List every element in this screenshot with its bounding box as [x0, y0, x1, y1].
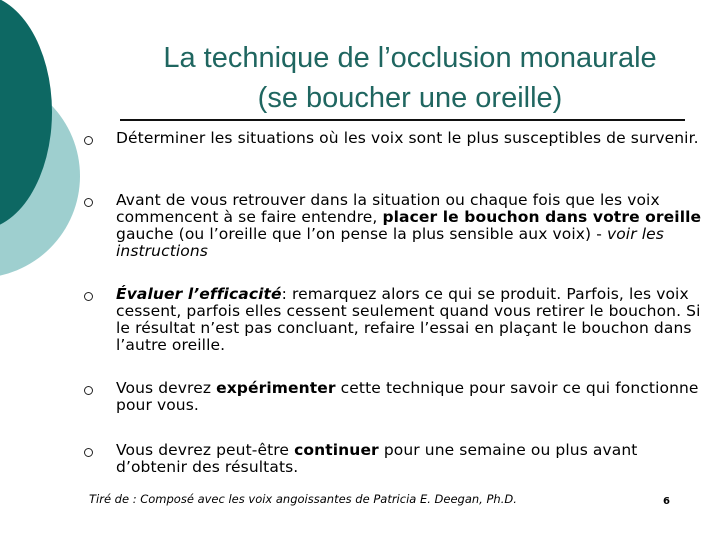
bullet-circle-icon: [84, 448, 93, 457]
bullet-text-segment: Avant de vous retrouver dans la situation ou chaque fois que les voix commencent à se faire entendre,: [116, 191, 660, 226]
bullet-text-segment: cette technique pour savoir ce qui fonctionne pour vous.: [116, 379, 699, 414]
bullet-circle-icon: [84, 386, 93, 395]
bullet-text: [116, 192, 706, 260]
slide-title: [100, 38, 720, 118]
bullet-text-segment: : remarquez alors ce qui se produit. Parfois, les voix cessent, parfois elles cessent seulement quand vous retirer le bouchon. Si le résultat n’est pas concluant, refaire l’essai en plaçant le bouchon dans l’autre oreille.: [116, 285, 701, 354]
bullet-text: [116, 380, 706, 414]
bullet-text-segment: pour une semaine ou plus avant d’obtenir des résultats.: [116, 441, 638, 476]
title-line-1: La technique de l’occlusion monaurale: [163, 42, 657, 74]
page-number: 6: [663, 496, 670, 507]
decorative-circles: [0, 0, 100, 300]
bullet-text: [116, 442, 706, 476]
bullet-text-segment: expérimenter: [216, 379, 336, 397]
bullet-circle-icon: [84, 136, 93, 145]
bullet-text-segment: Évaluer l’efficacité: [116, 285, 282, 303]
bullet-circle-icon: [84, 292, 93, 301]
bullet-circle-icon: [84, 198, 93, 207]
bullet-text: [116, 130, 706, 147]
bullet-text-segment: Vous devrez: [116, 379, 217, 397]
bullet-text-segment: voir les instructions: [116, 225, 664, 260]
bullet-text: [116, 286, 706, 354]
bullet-text-segment: continuer: [294, 441, 379, 459]
title-line-2: (se boucher une oreille): [257, 82, 563, 114]
bullet-text-segment: gauche (ou l’oreille que l’on pense la plus sensible aux voix) -: [116, 225, 607, 243]
bullet-text-segment: Vous devrez peut-être: [116, 441, 295, 459]
bullet-text-segment: placer le bouchon dans votre oreille: [382, 208, 702, 226]
bullet-text-segment: Déterminer les situations où les voix sont le plus susceptibles de survenir.: [116, 129, 699, 147]
title-divider: [120, 119, 685, 121]
source-citation: Tiré de : Composé avec les voix angoissantes de Patricia E. Deegan, Ph.D.: [89, 492, 517, 506]
